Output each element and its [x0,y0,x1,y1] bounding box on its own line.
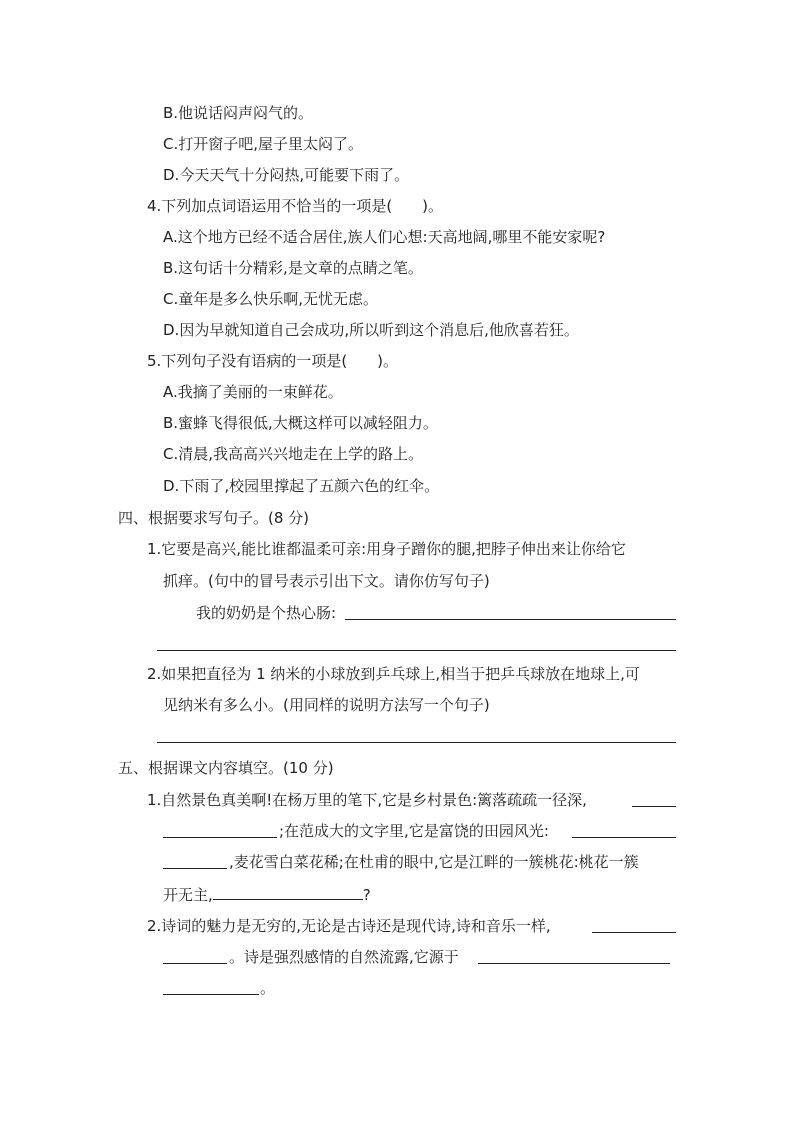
sec5-q2-line2: 。诗是强烈感情的自然流露,它源于 [229,948,459,966]
sec5-q1-line3: ,麦花雪白菜花稀;在杜甫的眼中,它是江畔的一簇桃花:桃花一簇 [229,853,639,871]
sec5-q2-line1: 2.诗词的魅力是无穷的,无论是古诗还是现代诗,诗和音乐一样, [147,917,551,935]
q3-option-b: B.他说话闷声闷气的。 [163,104,314,122]
sec5-q1-line1: 1.自然景色真美啊!在杨万里的笔下,它是乡村景色:篱落疏疏一径深, [147,791,587,809]
q5-option-c: C.清晨,我高高兴兴地走在上学的路上。 [163,445,424,463]
fill-blank[interactable] [632,806,676,807]
answer-line[interactable] [157,650,676,651]
sec4-q1-line1: 1.它要是高兴,能比谁都温柔可亲:用身子蹭你的腿,把脖子伸出来让你给它 [147,540,626,558]
fill-blank[interactable] [478,963,670,964]
q4-option-c: C.童年是多么快乐啊,无忧无虑。 [163,290,379,308]
sec5-q1-line4 [163,883,371,905]
fill-blank[interactable] [163,963,227,964]
sec5-q1-line4-text: 开无主, [163,886,213,904]
q5-option-d: D.下雨了,校园里撑起了五颜六色的红伞。 [163,477,440,495]
fill-blank[interactable] [163,837,277,838]
section-5-title: 五、根据课文内容填空。(10 分) [118,759,334,777]
fill-blank[interactable] [592,932,676,933]
q4-stem-end: )。 [422,197,444,215]
fill-blank[interactable] [213,883,363,900]
q5-stem-end: )。 [377,352,399,370]
question-mark: ? [362,886,371,904]
fill-blank[interactable] [572,837,676,838]
sec4-q1-line2: 抓痒。(句中的冒号表示引出下文。请你仿写句子) [163,572,490,590]
section-4-title: 四、根据要求写句子。(8 分) [118,509,310,527]
sec5-q2-line3: 。 [260,979,276,997]
q5-option-a: A.我摘了美丽的一束鲜花。 [163,383,343,401]
fill-blank[interactable] [163,994,259,995]
sec4-q2-line2: 见纳米有多么小。(用同样的说明方法写一个句子) [163,696,490,714]
q4-option-b: B.这句话十分精彩,是文章的点睛之笔。 [163,259,423,277]
answer-line[interactable] [157,742,676,743]
q5-stem [147,351,398,371]
q4-option-d: D.因为早就知道自己会成功,所以听到这个消息后,他欣喜若狂。 [163,321,579,339]
q5-stem-text: 5.下列句子没有语病的一项是( [147,352,348,370]
q4-stem [147,196,443,216]
q4-option-a: A.这个地方已经不适合居住,族人们心想:天高地阔,哪里不能安家呢? [163,228,606,246]
sec4-q2-line1: 2.如果把直径为 1 纳米的小球放到乒乓球上,相当于把乒乓球放在地球上,可 [147,665,640,683]
fill-blank[interactable] [163,868,227,869]
q4-stem-text: 4.下列加点词语运用不恰当的一项是( [147,197,393,215]
q3-option-d: D.今天天气十分闷热,可能要下雨了。 [163,166,410,184]
q3-option-c: C.打开窗子吧,屋子里太闷了。 [163,135,364,153]
sec4-q1-prompt: 我的奶奶是个热心肠: [196,604,337,622]
sec5-q1-line2: ;在范成大的文字里,它是富饶的田园风光: [279,822,549,840]
q5-option-b: B.蜜蜂飞得很低,大概这样可以减轻阻力。 [163,414,438,432]
answer-line[interactable] [345,619,676,620]
